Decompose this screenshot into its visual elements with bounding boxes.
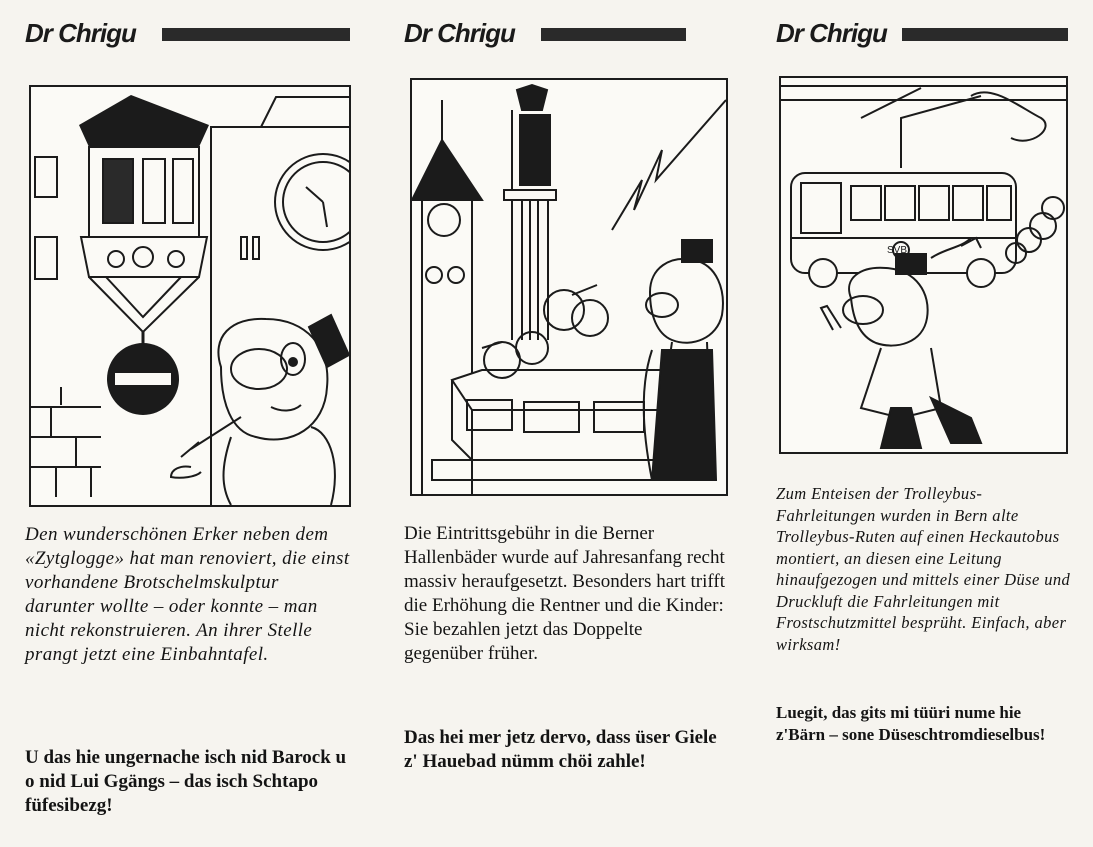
caption-text: Die Eintrittsgebühr in die Berner Hallenbäder wurde auf Jahresanfang recht massiv heraufgesetzt. Besonders hart trifft die Erhöhung die Rentner und die Kinder: Sie bezahlen jetzt das Doppelte gegenüber früher. xyxy=(404,523,725,664)
cartoon-trolleybus-illustration xyxy=(781,78,1066,452)
strip-title: Dr Chrigu xyxy=(776,18,887,48)
strip-title: Dr Chrigu xyxy=(404,18,515,48)
punchline-text: Das hei mer jetz dervo, dass üser Giele z' Hauebad nümm chöi zahle! xyxy=(404,727,717,772)
cartoon-panel-1 xyxy=(29,85,351,507)
header-rule xyxy=(162,28,350,41)
punchline-text: Luegit, das gits mi tüüri nume hie z'Bärn – sone Düseschtromdieselbus! xyxy=(776,703,1046,744)
cartoon-panel-2 xyxy=(410,78,728,496)
cartoon-panel-3 xyxy=(779,76,1068,454)
caption-text: Den wunderschönen Erker neben dem «Zytglogge» hat man renoviert, die einst vorhandene Brotschelmskulptur darunter wollte – oder konnte – man nicht rekonstruieren. An ihrer Stelle prangt jetzt eine Einbahntafel. xyxy=(25,524,350,665)
strip-2-header xyxy=(404,18,686,52)
cartoon-erker-illustration xyxy=(31,87,349,505)
strip-title: Dr Chrigu xyxy=(25,18,136,48)
punchline-text: U das hie ungernache isch nid Barock u o nid Lui Ggängs – das isch Schtapo füfesibezg! xyxy=(25,747,347,816)
strip-3-header xyxy=(776,18,1068,52)
header-rule xyxy=(541,28,686,41)
header-rule xyxy=(902,28,1068,41)
bus-label: SVB xyxy=(887,245,908,256)
strip-1-header xyxy=(25,18,350,52)
cartoon-fountain-illustration xyxy=(412,80,726,494)
caption-text: Zum Enteisen der Trolleybus-Fahrleitungen wurden in Bern alte Trolleybus-Ruten auf einen Heckautobus montiert, an diesen eine Leitung hinaufgezogen und mittels einer Düse und Druckluft die Fahrleitungen mit Frostschutzmittel besprüht. Einfach, aber wirksam! xyxy=(776,484,1071,654)
